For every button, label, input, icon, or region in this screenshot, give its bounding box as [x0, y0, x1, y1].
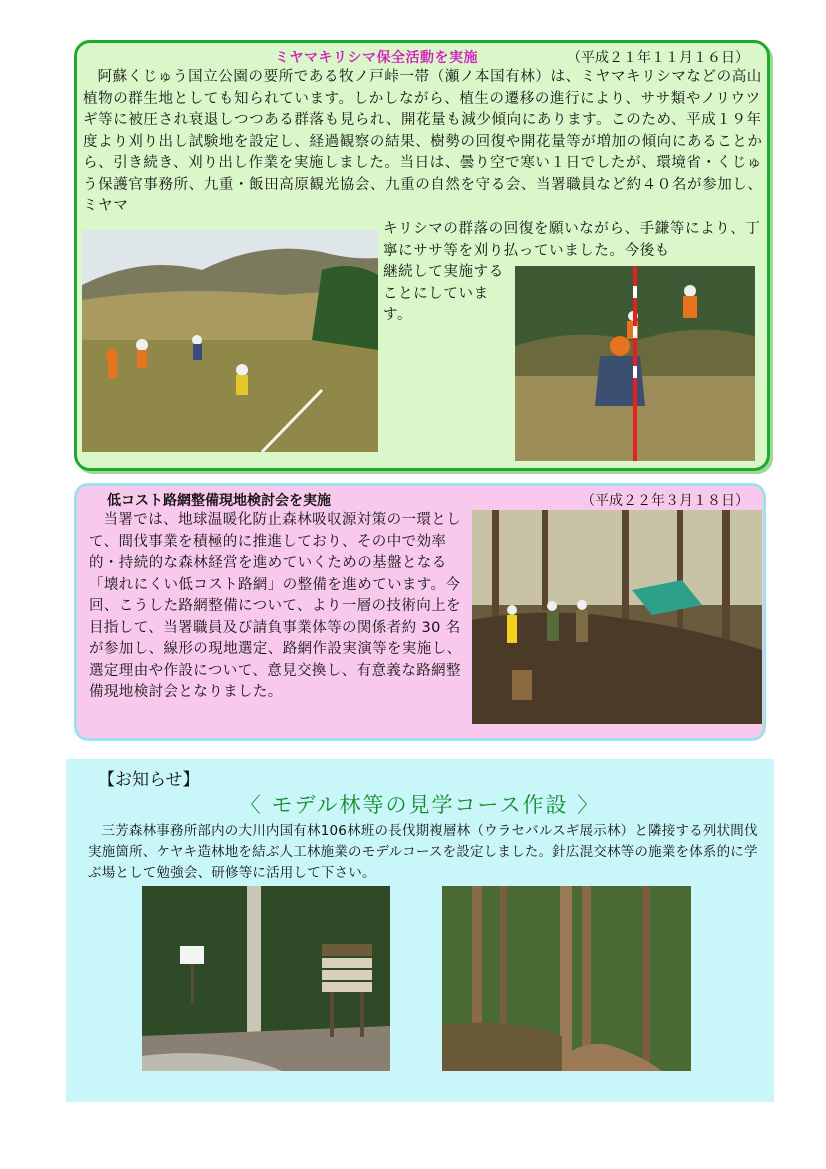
notice-paragraph: 三芳森林事務所部内の大川内国有林106林班の長伐期複層林（ウラセバルスギ展示林）と隣接する列状間伐実施箇所、ケヤキ造林地を結ぶ人工林施業のモデルコースを設定しました。針広混交林等の施業を体系的に学ぶ場として勉強会、研修等に活用して下さい。: [88, 823, 758, 881]
photo-road-construction-site: [472, 510, 762, 724]
photo-course-signboards: [142, 886, 390, 1071]
section2-paragraph: 当署では、地球温暖化防止森林吸収源対策の一環として、間伐事業を積極的に推進しており、その中で効率的・持続的な森林経営を進めていくための基盤となる「壊れにくい低コスト路網」の整備を進めています。今回、こうした路網整備について、より一層の技術向上を目指して、当署職員及び請負事業体等の関係者約 30 名が参加し、線形の現地選定、路網作設実演等を実施し、選定理由や作設について、意見交換し、有意義な路網整備現地検討会となりました。: [89, 512, 462, 700]
section2-title: 低コスト路網整備現地検討会を実施: [107, 493, 331, 509]
section-notice-model-forest-course: [66, 759, 774, 1102]
section1-body-continued-2: 継続して実施することにしています。: [383, 264, 504, 323]
notice-body: [88, 821, 768, 884]
section-low-cost-road-network: [74, 483, 766, 741]
section2-date: （平成２２年３月１８日）: [581, 493, 749, 509]
section1-body: [83, 67, 763, 218]
section1-title: ミヤマキリシマ保全活動を実施: [275, 50, 478, 66]
section2-body: [89, 510, 467, 704]
photo-cedar-forest-path: [442, 886, 691, 1071]
notice-label: 【お知らせ】: [98, 770, 200, 790]
section1-paragraph: 阿蘇くじゅう国立公園の要所である牧ノ戸峠一帯（瀬ノ本国有林）は、ミヤマキリシマなどの高山植物の群生地としても知られています。しかしながら、植生の遷移の進行により、ササ類やノリウツギ等に被圧され衰退しつつある群落も見られ、開花量も減少傾向にあります。このため、平成１９年度より刈り出し試験地を設定し、経過観察の結果、樹勢の回復や開花量等が増加の傾向にあることから、引き続き、刈り出し作業を実施しました。当日は、曇り空で寒い１日でしたが、環境省・くじゅう保護官事務所、九重・飯田高原観光協会、九重の自然を守る会、当署職員など約４０名が参加し、ミヤマ: [83, 69, 763, 214]
section1-date: （平成２１年１１月１６日）: [567, 50, 749, 66]
photo-worker-with-survey-pole: [515, 266, 755, 461]
photo-volunteers-cutting-grass: [82, 230, 378, 452]
notice-heading: 〈 モデル林等の見学コース作設 〉: [239, 793, 601, 817]
section-miyamakirishima: [74, 40, 770, 471]
section1-body-continued: キリシマの群落の回復を願いながら、手鎌等により、丁寧にササ等を刈り払っていました。今後も: [383, 221, 761, 259]
